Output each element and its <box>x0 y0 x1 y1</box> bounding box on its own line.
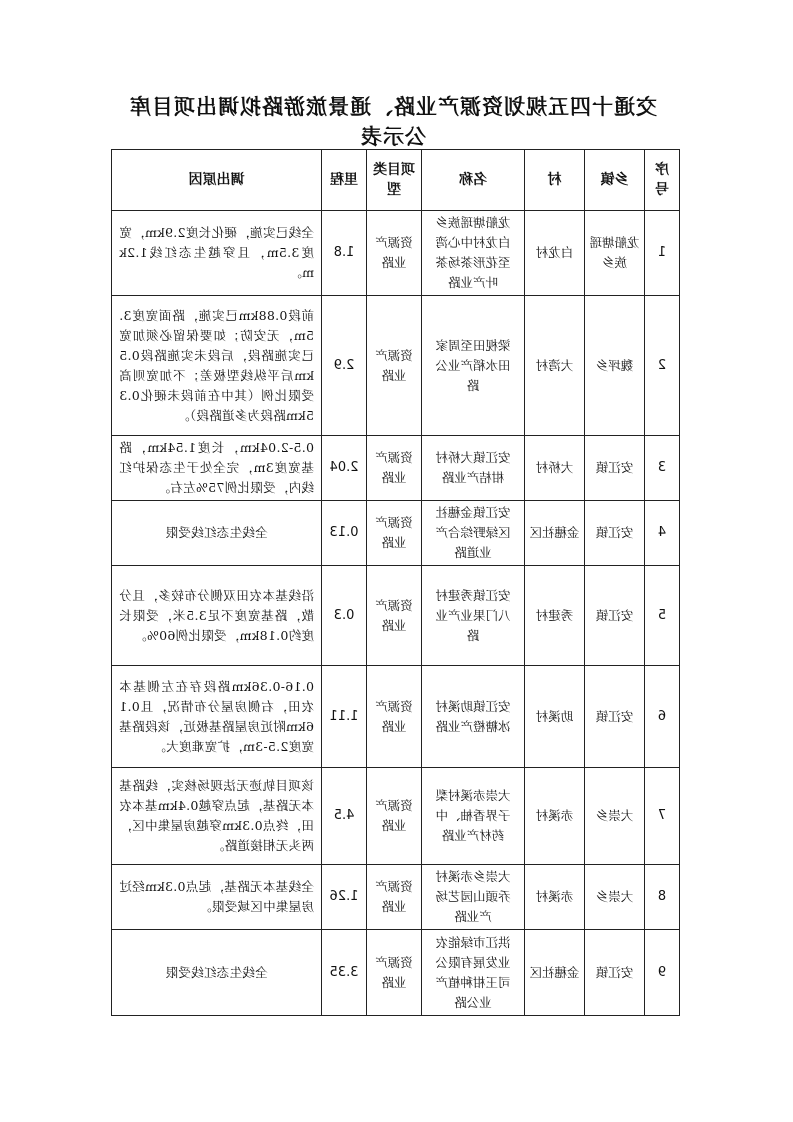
header-reason: 调出原因 <box>112 150 322 211</box>
cell-town: 龙船塘瑶族乡 <box>585 211 645 296</box>
cell-village: 金穗社区 <box>525 930 585 1016</box>
table-row <box>112 436 680 501</box>
cell-village: 赤溪村 <box>525 865 585 930</box>
cell-name: 梁枧田至周家田水稻产业公路 <box>422 296 525 436</box>
table-row <box>112 501 680 566</box>
cell-mileage: 0.3 <box>322 566 367 666</box>
cell-reason: 0.16-0.36km路段存在左侧基本农田，右侧房屋分布情况，且0.16km附近房屋路基极近，该段路基宽度2.5-3m，扩宽难度大。 <box>112 666 322 768</box>
cell-village: 赤溪村 <box>525 768 585 865</box>
header-name: 名称 <box>422 150 525 211</box>
cell-town: 大崇乡 <box>585 768 645 865</box>
cell-index: 6 <box>645 666 680 768</box>
cell-village: 白龙村 <box>525 211 585 296</box>
table-row <box>112 930 680 1016</box>
cell-village: 大桥村 <box>525 436 585 501</box>
cell-village: 金穗社区 <box>525 501 585 566</box>
cell-town: 安江镇 <box>585 501 645 566</box>
table-row <box>112 666 680 768</box>
cell-village: 大湾村 <box>525 296 585 436</box>
cell-index: 8 <box>645 865 680 930</box>
cell-type: 资源产业路 <box>367 296 422 436</box>
cell-type: 资源产业路 <box>367 666 422 768</box>
cell-name: 大崇乡赤溪村乔頭山园艺场产业路 <box>422 865 525 930</box>
cell-mileage: 3.35 <box>322 930 367 1016</box>
cell-name: 洪江市绿能农业发展有限公司王柑种植产业公路 <box>422 930 525 1016</box>
cell-town: 安江镇 <box>585 436 645 501</box>
cell-mileage: 4.5 <box>322 768 367 865</box>
cell-index: 2 <box>645 296 680 436</box>
cell-type: 资源产业路 <box>367 930 422 1016</box>
cell-name: 大崇赤溪村梨子界香柚、中药材产业路 <box>422 768 525 865</box>
cell-type: 资源产业路 <box>367 211 422 296</box>
cell-reason: 0.5-2.04km，长度1.54km，路基宽度3m，完全处于生态保护红线内，受限比例75%左右。 <box>112 436 322 501</box>
cell-town: 安江镇 <box>585 666 645 768</box>
header-town: 乡镇 <box>585 150 645 211</box>
cell-type: 资源产业路 <box>367 768 422 865</box>
cell-name: 安江镇大桥村柑桔产业路 <box>422 436 525 501</box>
cell-village: 秀建村 <box>525 566 585 666</box>
header-index: 序号 <box>645 150 680 211</box>
cell-mileage: 1.26 <box>322 865 367 930</box>
cell-index: 4 <box>645 501 680 566</box>
cell-type: 资源产业路 <box>367 566 422 666</box>
table-row <box>112 768 680 865</box>
cell-index: 1 <box>645 211 680 296</box>
cell-index: 5 <box>645 566 680 666</box>
cell-reason: 全线已实施，硬化长度2.9km，宽度3.5m，且穿越生态红线1.2km。 <box>112 211 322 296</box>
cell-town: 魏坪乡 <box>585 296 645 436</box>
cell-mileage: 2.04 <box>322 436 367 501</box>
cell-town: 大崇乡 <box>585 865 645 930</box>
cell-type: 资源产业路 <box>367 436 422 501</box>
project-table <box>111 149 680 1016</box>
header-village: 村 <box>525 150 585 211</box>
cell-mileage: 1.8 <box>322 211 367 296</box>
cell-name: 安江镇秀建村八门果业产业路 <box>422 566 525 666</box>
cell-index: 7 <box>645 768 680 865</box>
cell-reason: 沿线基本农田双侧分布较多，且分散，路基宽度不足3.5米，受限长度约0.18km，受限比例60%。 <box>112 566 322 666</box>
header-type: 项目类型 <box>367 150 422 211</box>
cell-reason: 全线生态红线受限 <box>112 930 322 1016</box>
cell-village: 助溪村 <box>525 666 585 768</box>
cell-reason: 前段0.88km已实施，路面宽度3.5m，无安防；如要保留必须加宽已实施路段，后段未实施路段0.5km后平纵线型极差；不加宽则高受限比例（其中在前段未硬化0.35km路段为多道路段）。 <box>112 296 322 436</box>
cell-mileage: 2.9 <box>322 296 367 436</box>
cell-mileage: 0.13 <box>322 501 367 566</box>
cell-reason: 全线生态红线受限 <box>112 501 322 566</box>
cell-reason: 该项目轨迹无法现场核实，线路基本无路基，起点穿越0.4km基本农田，终点0.3km穿越房屋集中区，两头无相接道路。 <box>112 768 322 865</box>
cell-town: 安江镇 <box>585 566 645 666</box>
document-title-line-2: 公示表 <box>360 124 426 149</box>
cell-index: 9 <box>645 930 680 1016</box>
cell-type: 资源产业路 <box>367 865 422 930</box>
cell-mileage: 1.11 <box>322 666 367 768</box>
cell-index: 3 <box>645 436 680 501</box>
header-mileage: 里程 <box>322 150 367 211</box>
table-row <box>112 296 680 436</box>
cell-name: 安江镇助溪村冰糖橙产业路 <box>422 666 525 768</box>
cell-name: 安江镇金穗社区绿野综合产业道路 <box>422 501 525 566</box>
cell-town: 安江镇 <box>585 930 645 1016</box>
table-row <box>112 211 680 296</box>
cell-type: 资源产业路 <box>367 501 422 566</box>
cell-reason: 全线基本无路基，起点0.3km经过房屋集中区域受限。 <box>112 865 322 930</box>
table-row <box>112 865 680 930</box>
table-row <box>112 566 680 666</box>
table-header-row <box>112 150 680 211</box>
document-title: 交通十四五规划资源产业路、通景旅游路拟调出项目库 <box>129 94 657 119</box>
cell-name: 龙船塘瑶族乡白龙村中心湾至花形茶场茶叶产业路 <box>422 211 525 296</box>
